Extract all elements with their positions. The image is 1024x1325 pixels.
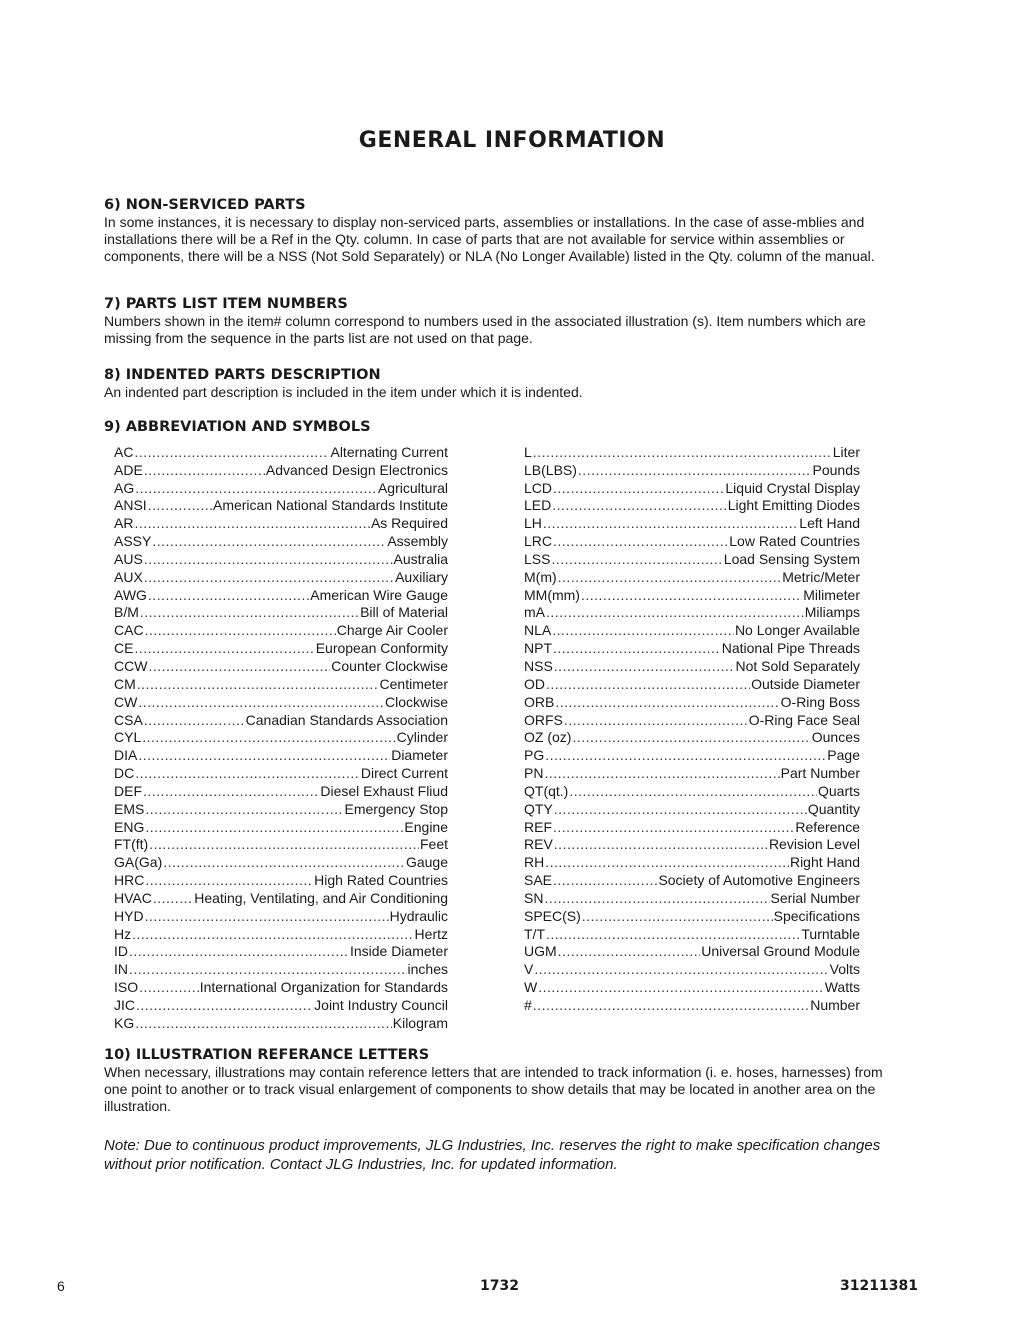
abbreviation-row <box>114 889 448 907</box>
dot-leader <box>551 551 722 568</box>
abbreviation-term: LRC <box>524 533 553 550</box>
abbreviation-row <box>524 729 860 747</box>
abbreviation-meaning: Hertz <box>414 925 448 942</box>
footer-page-number: 6 <box>57 1278 65 1294</box>
abbreviation-row <box>524 568 860 586</box>
abbreviation-term: LH <box>524 515 542 532</box>
abbreviation-term: RH <box>524 854 545 871</box>
abbreviation-row <box>524 764 860 782</box>
abbreviation-term: W <box>524 979 538 996</box>
abbreviation-meaning: Outside Diameter <box>751 675 860 692</box>
abbreviation-row <box>114 693 448 711</box>
abbreviation-term: ORB <box>524 693 555 710</box>
dot-leader <box>558 943 701 960</box>
abbreviation-row <box>524 746 860 764</box>
abbreviation-meaning: Left Hand <box>799 515 860 532</box>
abbreviation-row <box>524 711 860 729</box>
abbreviation-term: HYD <box>114 907 144 924</box>
abbreviation-term: # <box>524 997 532 1013</box>
abbreviation-term: SPEC(S) <box>524 907 581 924</box>
dot-leader <box>581 587 802 604</box>
dot-leader <box>552 497 726 514</box>
abbreviation-row <box>524 621 860 639</box>
abbreviation-row <box>524 836 860 854</box>
abbreviation-meaning: Revision Level <box>768 836 860 853</box>
abbreviation-meaning: Clockwise <box>384 693 448 710</box>
dot-leader <box>140 604 359 621</box>
section-indented-parts-description <box>104 366 884 401</box>
dot-leader <box>139 979 199 996</box>
abbreviation-row <box>524 443 860 461</box>
abbreviation-term: T/T <box>524 925 545 942</box>
abbreviation-term: IN <box>114 961 128 978</box>
abbreviation-meaning: Low Rated Countries <box>729 533 860 550</box>
abbreviation-term: AWG <box>114 586 147 603</box>
dot-leader <box>554 801 807 818</box>
abbreviation-meaning: Universal Ground Module <box>701 943 860 960</box>
section-abbreviations <box>104 418 884 436</box>
dot-leader <box>163 854 405 871</box>
dot-leader <box>546 676 750 693</box>
section-heading: 7) PARTS LIST ITEM NUMBERS <box>104 296 348 312</box>
abbreviation-row <box>524 960 860 978</box>
abbreviation-meaning: Engine <box>404 818 448 835</box>
dot-leader <box>144 712 245 729</box>
abbreviation-meaning: American National Standards Institute <box>212 497 448 514</box>
dot-leader <box>553 819 794 836</box>
abbreviation-meaning: Assembly <box>387 533 448 550</box>
abbreviation-meaning: Part Number <box>780 765 860 782</box>
abbreviation-row <box>114 497 448 515</box>
dot-leader <box>553 480 724 497</box>
dot-leader <box>143 783 319 800</box>
abbreviation-meaning: Ounces <box>811 729 860 746</box>
dot-leader <box>148 497 212 514</box>
dot-leader <box>545 747 826 764</box>
abbreviation-meaning: As Required <box>370 515 448 532</box>
abbreviation-term: LED <box>524 497 552 514</box>
dot-leader <box>145 872 313 889</box>
abbreviation-meaning: Right Hand <box>789 854 860 871</box>
section-heading: 6) NON-SERVICED PARTS <box>104 197 306 213</box>
dot-leader <box>153 890 193 907</box>
section-non-serviced-parts <box>104 196 884 265</box>
abbreviation-term: SN <box>524 889 544 906</box>
section-parts-list-item-numbers <box>104 295 884 347</box>
dot-leader <box>145 819 403 836</box>
abbreviation-row <box>114 782 448 800</box>
dot-leader <box>582 908 773 925</box>
dot-leader <box>552 622 734 639</box>
abbreviation-row <box>114 960 448 978</box>
abbreviation-row <box>524 497 860 515</box>
abbreviation-term: CSA <box>114 711 143 728</box>
section-body: An indented part description is included in the item under which it is indented. <box>104 384 583 400</box>
abbreviation-row <box>114 621 448 639</box>
dot-leader <box>129 943 349 960</box>
abbreviation-meaning: Page <box>827 747 860 764</box>
dot-leader <box>137 676 379 693</box>
abbreviation-meaning: Light Emitting Diodes <box>727 497 860 514</box>
abbreviation-term: QT(qt.) <box>524 782 569 799</box>
abbreviation-meaning: Quarts <box>817 782 860 799</box>
dot-leader <box>135 1015 392 1032</box>
abbreviation-term: ADE <box>114 461 143 478</box>
abbreviation-term: ASSY <box>114 533 152 550</box>
abbreviation-row <box>114 657 448 675</box>
dot-leader <box>554 658 735 675</box>
abbreviation-row <box>524 996 860 1014</box>
dot-leader <box>142 729 395 746</box>
abbreviation-row <box>524 675 860 693</box>
abbreviation-term: QTY <box>524 800 553 817</box>
abbreviation-term: UGM <box>524 943 557 960</box>
abbreviation-row <box>524 800 860 818</box>
abbreviation-row <box>114 729 448 747</box>
abbreviation-meaning: Counter Clockwise <box>331 657 448 674</box>
dot-leader <box>144 569 394 586</box>
abbreviation-term: KG <box>114 1014 135 1031</box>
dot-leader <box>558 569 782 586</box>
dot-leader <box>136 997 313 1014</box>
abbreviation-row <box>114 479 448 497</box>
abbreviation-meaning: Society of Automotive Engineers <box>658 872 860 889</box>
abbreviation-meaning: Charge Air Cooler <box>336 622 448 639</box>
abbreviation-meaning: No Longer Available <box>734 622 860 639</box>
abbreviation-term: mA <box>524 604 545 621</box>
abbreviation-meaning: High Rated Countries <box>314 872 448 889</box>
abbreviation-term: CYL <box>114 729 142 746</box>
dot-leader <box>129 961 407 978</box>
abbreviation-meaning: Emergency Stop <box>344 800 448 817</box>
abbreviation-row <box>114 853 448 871</box>
abbreviation-term: SAE <box>524 872 553 889</box>
abbreviation-row <box>114 943 448 961</box>
dot-leader <box>553 872 657 889</box>
abbreviation-meaning: Liter <box>832 443 860 460</box>
section-heading: 9) ABBREVIATION AND SYMBOLS <box>104 419 371 435</box>
dot-leader <box>148 587 309 604</box>
abbreviation-meaning: Hydraulic <box>389 907 448 924</box>
abbreviation-term: V <box>524 961 534 978</box>
abbreviation-term: CCW <box>114 657 148 674</box>
abbreviation-term: CW <box>114 693 138 710</box>
abbreviation-meaning: Alternating Current <box>330 443 448 460</box>
abbreviation-meaning: Australia <box>393 550 448 567</box>
abbreviation-row <box>524 586 860 604</box>
abbreviation-row <box>524 657 860 675</box>
abbreviation-meaning: National Pipe Threads <box>721 640 860 657</box>
abbreviation-term: NSS <box>524 657 553 674</box>
dot-leader <box>138 694 384 711</box>
abbreviation-term: LCD <box>524 479 553 496</box>
abbreviation-meaning: Pounds <box>812 461 860 478</box>
abbreviation-row <box>114 675 448 693</box>
abbreviation-meaning: Diesel Exhaust Fliud <box>320 782 448 799</box>
abbreviation-term: ORFS <box>524 711 563 728</box>
abbreviation-row <box>114 604 448 622</box>
dot-leader <box>545 854 789 871</box>
abbreviation-row <box>114 871 448 889</box>
abbreviation-meaning: Inside Diameter <box>349 943 448 960</box>
abbreviation-term: PG <box>524 747 545 764</box>
dot-leader <box>144 462 265 479</box>
abbreviation-row <box>114 1014 448 1032</box>
abbreviation-meaning: American Wire Gauge <box>310 586 448 603</box>
abbreviation-term: ISO <box>114 979 139 996</box>
abbreviation-term: JIC <box>114 997 135 1013</box>
abbreviation-row <box>114 764 448 782</box>
abbreviation-row <box>524 925 860 943</box>
abbreviation-term: LSS <box>524 550 551 567</box>
abbreviation-row <box>524 550 860 568</box>
abbreviation-meaning: Volts <box>829 961 860 978</box>
abbreviation-row <box>524 514 860 532</box>
abbreviation-row <box>524 532 860 550</box>
abbreviation-list-right <box>524 443 860 1014</box>
abbreviation-meaning: Specifications <box>773 907 860 924</box>
abbreviation-row <box>114 550 448 568</box>
abbreviation-meaning: Diameter <box>391 747 448 764</box>
abbreviation-term: ID <box>114 943 128 960</box>
abbreviation-meaning: Bill of Material <box>360 604 448 621</box>
abbreviation-meaning: Serial Number <box>770 889 860 906</box>
abbreviation-meaning: European Conformity <box>315 640 448 657</box>
abbreviation-term: OD <box>524 675 545 692</box>
abbreviation-row <box>524 889 860 907</box>
abbreviation-term: Hz <box>114 925 132 942</box>
dot-leader <box>148 658 330 675</box>
dot-leader <box>134 515 370 532</box>
abbreviation-meaning: Auxiliary <box>395 568 448 585</box>
dot-leader <box>152 533 386 550</box>
abbreviation-meaning: Heating, Ventilating, and Air Conditioning <box>194 889 448 906</box>
section-body: In some instances, it is necessary to display non-serviced parts, assemblies or installations. In the case of asse-mblies and installations there will be a Ref in the Qty. column. In case of parts that are not available for service within assemblies or components, there will be a NSS (Not Sold Separately) or NLA (No Longer Available) listed in the Qty. column of the manual. <box>104 214 875 264</box>
abbreviation-row <box>524 461 860 479</box>
abbreviation-term: DIA <box>114 747 138 764</box>
abbreviation-row <box>114 996 448 1014</box>
dot-leader <box>145 622 336 639</box>
abbreviation-row <box>114 586 448 604</box>
abbreviation-meaning: O-Ring Boss <box>780 693 860 710</box>
abbreviation-row <box>524 782 860 800</box>
abbreviation-term: HVAC <box>114 889 152 906</box>
abbreviation-row <box>114 746 448 764</box>
abbreviation-term: ANSI <box>114 497 147 514</box>
abbreviation-term: MM(mm) <box>524 586 580 603</box>
abbreviation-meaning: Direct Current <box>360 765 448 782</box>
dot-leader <box>533 444 832 461</box>
page-title: GENERAL INFORMATION <box>358 128 666 153</box>
abbreviation-meaning: Gauge <box>405 854 448 871</box>
abbreviation-term: DC <box>114 765 135 782</box>
abbreviation-row <box>524 818 860 836</box>
dot-leader <box>543 515 798 532</box>
abbreviation-meaning: Joint Industry Council <box>314 997 448 1013</box>
abbreviation-row <box>524 871 860 889</box>
section-body: Numbers shown in the item# column correspond to numbers used in the associated illustration (s). Item numbers which are missing from the sequence in the parts list are not used on that page. <box>104 313 866 346</box>
abbreviation-term: EMS <box>114 800 145 817</box>
abbreviation-meaning: Miliamps <box>804 604 860 621</box>
dot-leader <box>149 836 419 853</box>
abbreviation-term: DEF <box>114 782 142 799</box>
abbreviation-row <box>114 818 448 836</box>
abbreviation-term: AG <box>114 479 135 496</box>
abbreviation-row <box>114 568 448 586</box>
abbreviation-meaning: Agricultural <box>377 479 448 496</box>
abbreviation-meaning: Milimeter <box>803 586 860 603</box>
abbreviation-term: LB(LBS) <box>524 461 577 478</box>
abbreviation-row <box>114 532 448 550</box>
dot-leader <box>544 890 769 907</box>
dot-leader <box>145 908 389 925</box>
dot-leader <box>135 480 377 497</box>
abbreviation-meaning: Reference <box>795 818 860 835</box>
abbreviation-row <box>114 711 448 729</box>
abbreviation-term: REF <box>524 818 552 835</box>
dot-leader <box>553 640 721 657</box>
abbreviation-meaning: Advanced Design Electronics <box>265 461 448 478</box>
dot-leader <box>546 926 800 943</box>
abbreviation-meaning: Not Sold Separately <box>735 657 860 674</box>
dot-leader <box>569 783 817 800</box>
abbreviation-term: L <box>524 443 532 460</box>
abbreviation-row <box>524 907 860 925</box>
dot-leader <box>578 462 812 479</box>
abbreviation-term: HRC <box>114 872 145 889</box>
abbreviation-row <box>524 853 860 871</box>
abbreviation-term: PN <box>524 765 544 782</box>
section-heading: 8) INDENTED PARTS DESCRIPTION <box>104 367 381 383</box>
abbreviation-meaning: Feet <box>419 836 448 853</box>
dot-leader <box>134 444 329 461</box>
abbreviation-row <box>524 479 860 497</box>
abbreviation-row <box>524 693 860 711</box>
abbreviation-meaning: Canadian Standards Association <box>245 711 448 728</box>
abbreviation-meaning: Quantity <box>807 800 860 817</box>
abbreviation-row <box>114 925 448 943</box>
abbreviation-term: AC <box>114 443 134 460</box>
dot-leader <box>544 765 779 782</box>
abbreviation-row <box>114 461 448 479</box>
abbreviation-meaning: Turntable <box>801 925 860 942</box>
abbreviation-meaning: Cylinder <box>396 729 448 746</box>
abbreviation-meaning: inches <box>407 961 448 978</box>
dot-leader <box>132 926 413 943</box>
abbreviation-row <box>114 907 448 925</box>
abbreviation-row <box>114 514 448 532</box>
abbreviation-term: REV <box>524 836 553 853</box>
dot-leader <box>553 533 728 550</box>
abbreviation-meaning: Number <box>810 997 860 1013</box>
abbreviation-term: GA(Ga) <box>114 854 163 871</box>
dot-leader <box>533 997 809 1014</box>
abbreviation-meaning: Kilogram <box>392 1014 448 1031</box>
abbreviation-row <box>524 943 860 961</box>
dot-leader <box>134 640 314 657</box>
abbreviation-row <box>524 604 860 622</box>
abbreviation-term: OZ (oz) <box>524 729 572 746</box>
abbreviation-term: M(m) <box>524 568 557 585</box>
section-illustration-reference-letters <box>104 1046 884 1115</box>
abbreviation-list-left <box>114 443 448 1032</box>
dot-leader <box>138 747 390 764</box>
abbreviation-meaning: Centimeter <box>379 675 448 692</box>
abbreviation-term: CAC <box>114 622 144 639</box>
abbreviation-row <box>114 639 448 657</box>
abbreviation-meaning: Metric/Meter <box>782 568 860 585</box>
abbreviation-term: CM <box>114 675 136 692</box>
dot-leader <box>135 765 360 782</box>
abbreviation-term: B/M <box>114 604 139 621</box>
section-body: When necessary, illustrations may contain reference letters that are intended to track information (i. e. hoses, harnesses) from one point to another or to track visual enlargement of components to show details that may be located in another area on the illustration. <box>104 1064 883 1114</box>
abbreviation-row <box>114 443 448 461</box>
footer-model: 1732 <box>480 1278 519 1294</box>
dot-leader <box>145 801 343 818</box>
abbreviation-term: NLA <box>524 622 552 639</box>
abbreviation-row <box>114 836 448 854</box>
dot-leader <box>555 694 779 711</box>
dot-leader <box>572 729 810 746</box>
disclaimer-note: Note: Due to continuous product improvements, JLG Industries, Inc. reserves the right to make specification changes without prior notification. Contact JLG Industries, Inc. for updated information. <box>104 1137 881 1173</box>
abbreviation-term: CE <box>114 640 134 657</box>
dot-leader <box>554 836 768 853</box>
abbreviation-row <box>524 639 860 657</box>
abbreviation-meaning: Liquid Crystal Display <box>725 479 860 496</box>
dot-leader <box>564 712 748 729</box>
abbreviation-term: AUX <box>114 568 143 585</box>
abbreviation-term: ENG <box>114 818 145 835</box>
dot-leader <box>538 979 824 996</box>
dot-leader <box>546 604 804 621</box>
abbreviation-term: NPT <box>524 640 552 657</box>
abbreviation-meaning: O-Ring Face Seal <box>748 711 860 728</box>
section-heading: 10) ILLUSTRATION REFERANCE LETTERS <box>104 1047 430 1063</box>
abbreviation-meaning: International Organization for Standards <box>199 979 448 996</box>
abbreviation-row <box>114 978 448 996</box>
abbreviation-term: FT(ft) <box>114 836 149 853</box>
abbreviation-row <box>524 978 860 996</box>
footer-doc-number: 31211381 <box>840 1278 918 1294</box>
abbreviation-meaning: Watts <box>824 979 860 996</box>
abbreviation-term: AUS <box>114 550 143 567</box>
abbreviation-row <box>114 800 448 818</box>
dot-leader <box>144 551 393 568</box>
abbreviation-term: AR <box>114 515 134 532</box>
dot-leader <box>534 961 828 978</box>
abbreviation-meaning: Load Sensing System <box>723 550 860 567</box>
